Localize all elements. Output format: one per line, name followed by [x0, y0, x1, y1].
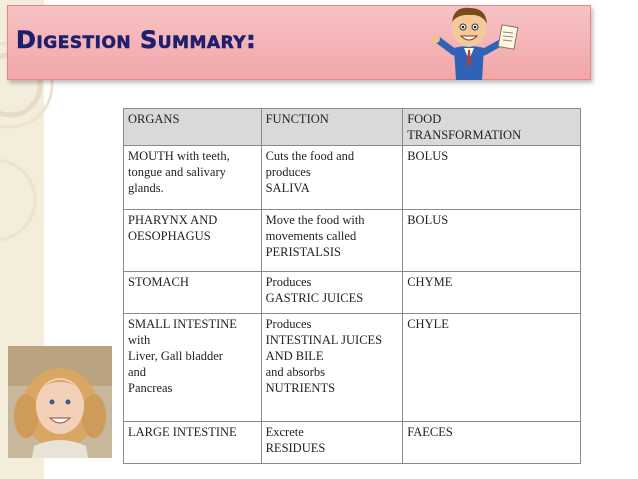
slide-title: Digestion Summary: [16, 26, 257, 54]
cell-text: CHYLE [407, 317, 449, 331]
table-row [124, 422, 581, 464]
cell-text: BOLUS [407, 213, 449, 227]
cell-organ [124, 272, 262, 314]
table-row [124, 272, 581, 314]
cell-text: Produces GASTRIC JUICES [265, 275, 364, 305]
cell-organ [124, 146, 262, 210]
cartoon-man-holding-paper-icon [424, 0, 534, 80]
cell-text: Excrete RESIDUES [265, 425, 326, 455]
header-text: ORGANS [128, 112, 180, 126]
cell-text: Move the food with movements called PERISTALSIS [265, 213, 365, 259]
cell-transformation [403, 314, 581, 422]
header-text: FOOD TRANSFORMATION [407, 112, 522, 142]
cell-organ [124, 210, 262, 272]
cell-transformation [403, 146, 581, 210]
cell-text: LARGE INTESTINE [128, 425, 237, 439]
cell-text: FAECES [407, 425, 453, 439]
table-row [124, 210, 581, 272]
cell-text: BOLUS [407, 149, 449, 163]
cell-text: PHARYNX AND OESOPHAGUS [128, 213, 218, 243]
cell-text: Cuts the food and produces SALIVA [265, 149, 355, 195]
cell-text: CHYME [407, 275, 453, 289]
cell-text: STOMACH [128, 275, 189, 289]
table-row [124, 146, 581, 210]
cell-function [261, 210, 403, 272]
smiling-girl-photo [8, 346, 112, 458]
digestion-table-container [123, 108, 581, 464]
cell-function [261, 146, 403, 210]
cell-text: Produces INTESTINAL JUICES AND BILE and absorbs NUTRIENTS [265, 317, 383, 395]
cell-function [261, 314, 403, 422]
cell-transformation [403, 210, 581, 272]
table-row [124, 314, 581, 422]
header-function [261, 109, 403, 146]
table-header-row [124, 109, 581, 146]
cell-text: SMALL INTESTINE with Liver, Gall bladder and Pancreas [128, 317, 237, 395]
digestion-summary-table [123, 108, 581, 464]
cell-text: MOUTH with teeth, tongue and salivary glands. [128, 149, 230, 195]
cell-organ [124, 422, 262, 464]
header-organs [124, 109, 262, 146]
cell-organ [124, 314, 262, 422]
header-food-transformation [403, 109, 581, 146]
cell-function [261, 422, 403, 464]
header-text: FUNCTION [265, 112, 329, 126]
cell-transformation [403, 422, 581, 464]
cell-transformation [403, 272, 581, 314]
cell-function [261, 272, 403, 314]
